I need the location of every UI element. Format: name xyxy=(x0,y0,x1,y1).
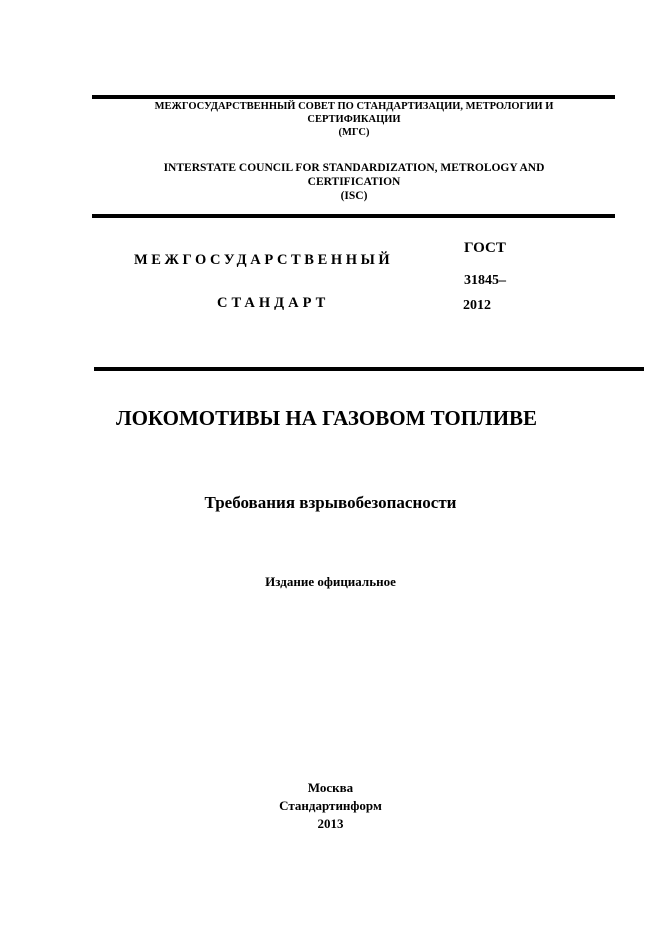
council-en-block xyxy=(100,161,608,203)
council-bottom-rule xyxy=(92,214,615,218)
council-en-line2: CERTIFICATION xyxy=(307,176,401,188)
imprint-year: 2013 xyxy=(317,816,344,831)
standard-label-line1: МЕЖГОСУДАРСТВЕННЫЙ xyxy=(134,252,394,268)
council-ru-line1: МЕЖГОСУДАРСТВЕННЫЙ СОВЕТ ПО СТАНДАРТИЗАЦИИ, МЕТРОЛОГИИ И xyxy=(154,101,554,112)
council-ru-line2: СЕРТИФИКАЦИИ xyxy=(307,114,401,125)
top-rule xyxy=(92,95,615,99)
document-subtitle: Требования взрывобезопасности xyxy=(204,493,457,512)
council-en-abbrev: (ISC) xyxy=(340,190,368,202)
document-title: ЛОКОМОТИВЫ НА ГАЗОВОМ ТОПЛИВЕ xyxy=(115,406,538,430)
edition-note: Издание официальное xyxy=(265,574,396,589)
header-bottom-rule xyxy=(94,367,644,371)
imprint-publisher: Стандартинформ xyxy=(279,798,382,813)
council-ru-abbrev: (МГС) xyxy=(338,127,370,138)
council-en-line1: INTERSTATE COUNCIL FOR STANDARDIZATION, METROLOGY AND xyxy=(163,162,545,174)
gost-year: 2012 xyxy=(463,298,491,313)
standard-label-line2: СТАНДАРТ xyxy=(217,295,330,311)
gost-number: 31845– xyxy=(464,273,506,288)
council-ru-block xyxy=(118,100,590,139)
imprint-city: Москва xyxy=(307,780,354,795)
gost-label: ГОСТ xyxy=(464,240,506,256)
